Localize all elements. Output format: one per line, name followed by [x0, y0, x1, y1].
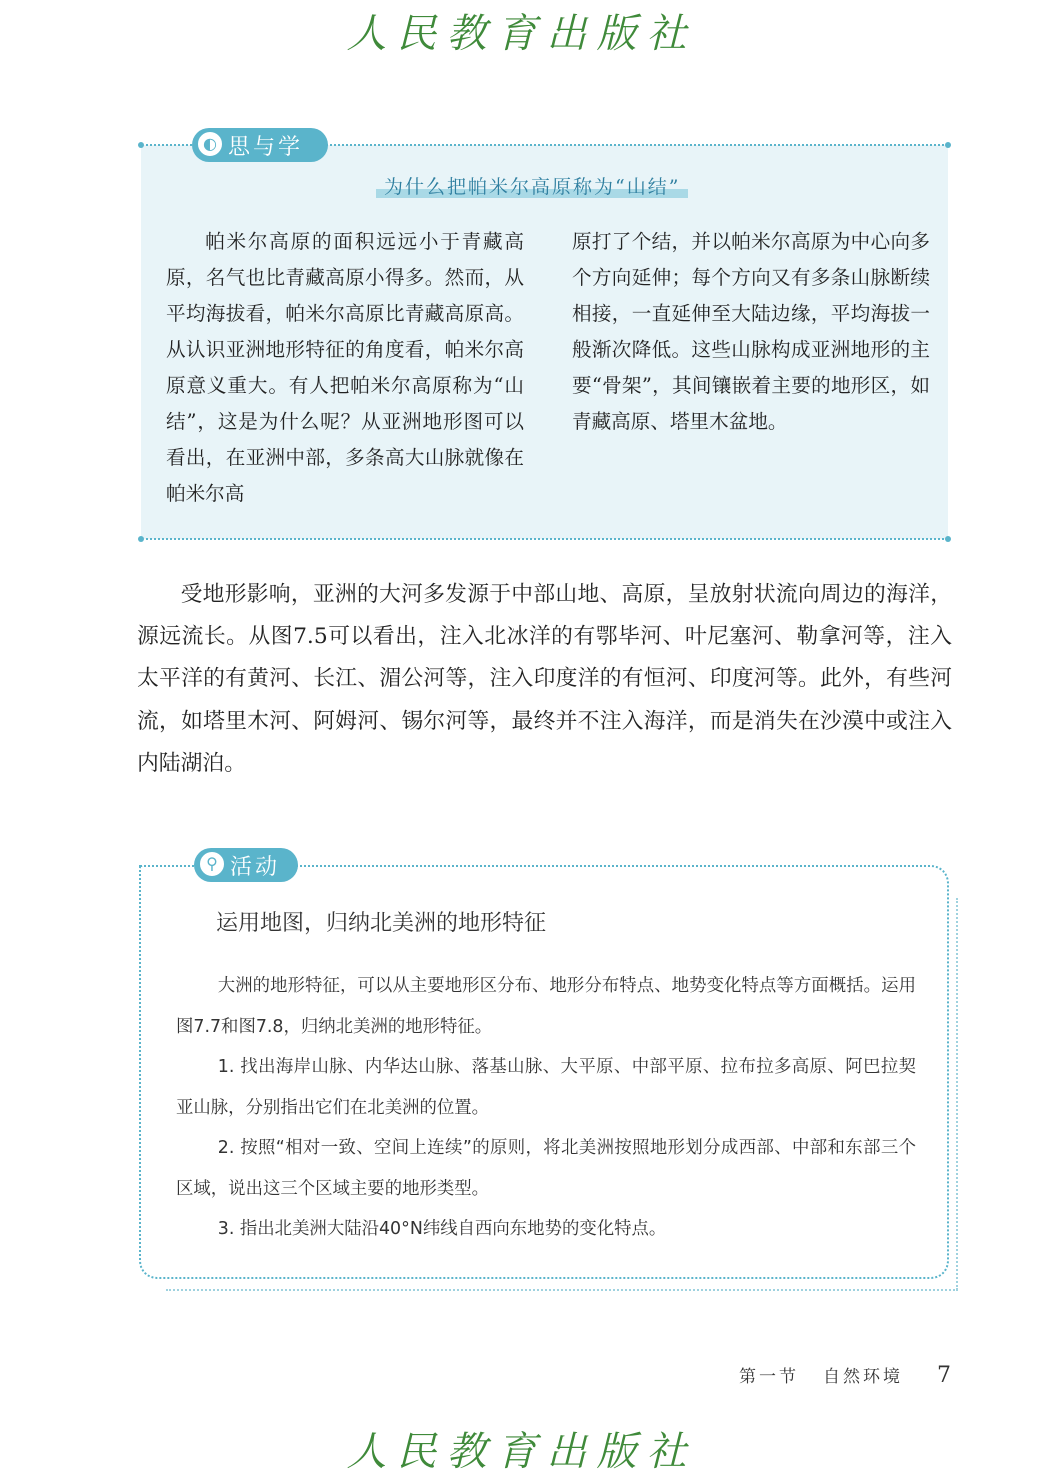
publisher-watermark-top: 人民教育出版社 — [346, 11, 697, 57]
activity-item: 3. 指出北美洲大陆沿40°N纬线自西向东地势的变化特点。 — [217, 1219, 667, 1239]
think-left-paragraph: 帕米尔高原的面积远远小于青藏高原，名气也比青藏高原小得多。然而，从平均海拔看，帕米尔高原比青藏高原高。从认识亚洲地形特征的角度看，帕米尔高原意义重大。有人把帕米尔高原称为“山结”，这是为什么呢？从亚洲地形图可以看出，在亚洲中部，多条高大山脉就像在帕米尔高 — [166, 230, 524, 505]
footer-section: 第一节 — [739, 1367, 799, 1387]
activity-title: 运用地图，归纳北美洲的地形特征 — [216, 911, 547, 936]
think-title: 为什么把帕米尔高原称为“山结” — [376, 172, 688, 198]
activity-item: 1. 找出海岸山脉、内华达山脉、落基山脉、大平原、中部平原、拉布拉多高原、阿巴拉契亚山脉，分别指出它们在北美洲的位置。 — [176, 1057, 916, 1118]
think-badge-label: 思与学 — [228, 134, 304, 160]
footer-topic: 自然环境 — [823, 1367, 903, 1387]
activity-item: 2. 按照“相对一致、空间上连续”的原则，将北美洲按照地形划分成西部、中部和东部三个区域，说出这三个区域主要的地形类型。 — [176, 1138, 916, 1199]
think-right-paragraph: 原打了个结，并以帕米尔高原为中心向多个方向延伸；每个方向又有多条山脉断续相接，一直延伸至大陆边缘，平均海拔一般渐次降低。这些山脉构成亚洲地形的主要“骨架”，其间镶嵌着主要的地形区，如青藏高原、塔里木盆地。 — [572, 230, 930, 433]
body-paragraph: 受地形影响，亚洲的大河多发源于中部山地、高原，呈放射状流向周边的海洋，源远流长。从图7.5可以看出，注入北冰洋的有鄂毕河、叶尼塞河、勒拿河等，注入太平洋的有黄河、长江、湄公河等，注入印度洋的有恒河、印度河等。此外，有些河流，如塔里木河、阿姆河、锡尔河等，最终并不注入海洋，而是消失在沙漠中或注入内陆湖泊。 — [137, 582, 952, 776]
think-bottom-divider — [141, 538, 948, 540]
activity-badge — [194, 848, 298, 882]
think-right-column — [572, 224, 930, 440]
activity-badge-label: 活动 — [230, 854, 281, 880]
activity-shadow-bottom — [166, 1289, 958, 1291]
page-footer — [739, 1362, 951, 1388]
activity-shadow-right — [956, 898, 958, 1290]
activity-intro: 大洲的地形特征，可以从主要地形区分布、地形分布特点、地势变化特点等方面概括。运用图7.7和图7.8，归纳北美洲的地形特征。 — [176, 976, 916, 1037]
activity-body — [176, 966, 916, 1250]
magnifier-icon: ⚲ — [198, 850, 226, 878]
main-body — [137, 574, 952, 785]
lightbulb-icon: ◐ — [196, 130, 224, 158]
think-left-column — [166, 224, 524, 512]
publisher-watermark-bottom: 人民教育出版社 — [346, 1429, 697, 1475]
think-badge — [192, 128, 328, 162]
page-number: 7 — [937, 1363, 951, 1388]
